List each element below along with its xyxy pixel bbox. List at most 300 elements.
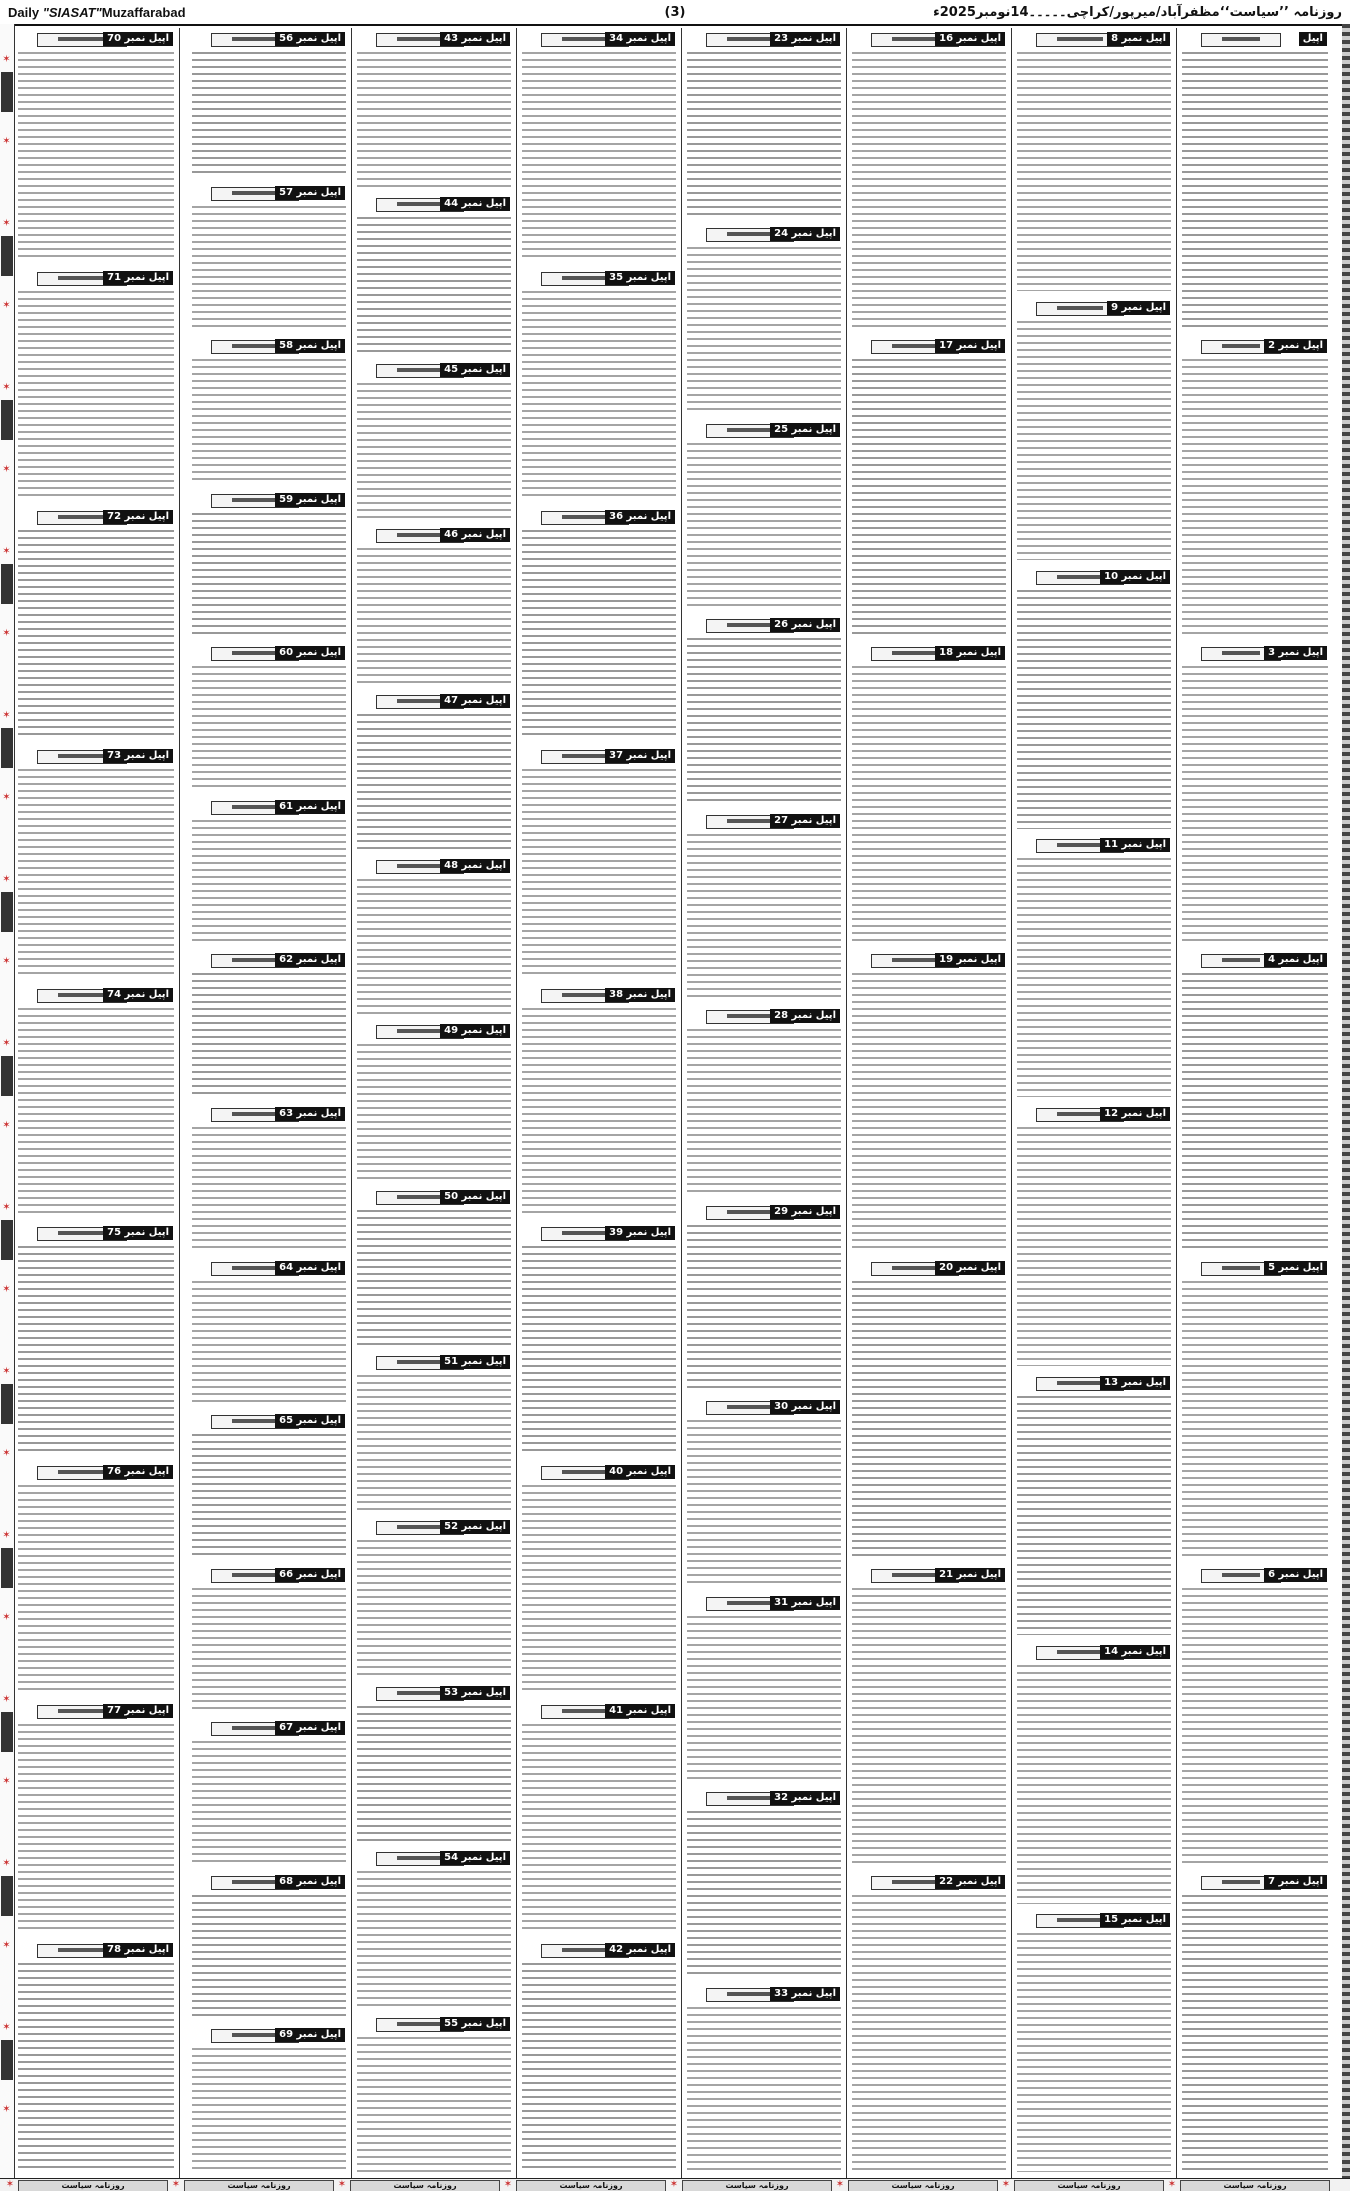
- notice-number: اپیل نمبر 30: [770, 1400, 840, 1414]
- masthead-word-mark: [1057, 37, 1103, 41]
- masthead-word-mark: [397, 1525, 443, 1529]
- notice-number: اپیل نمبر 29: [770, 1205, 840, 1219]
- notice-number: اپیل نمبر 69: [275, 2028, 345, 2042]
- masthead-word-mark: [232, 805, 278, 809]
- notice-body-text: [522, 530, 676, 739]
- notice-heading: [19, 271, 173, 287]
- masthead-word-mark: [1057, 1381, 1103, 1385]
- star-ornament-icon: ✶: [2, 546, 11, 557]
- notice-heading: [1018, 1645, 1170, 1661]
- border-band: [1, 728, 13, 768]
- notice-heading: [1018, 32, 1170, 48]
- masthead-word-mark: [1057, 1112, 1103, 1116]
- masthead-word-mark: [562, 276, 608, 280]
- notice-body-text: [18, 769, 174, 978]
- column-separator: [351, 28, 352, 2178]
- notice-number: اپیل نمبر 48: [440, 859, 510, 873]
- star-ornament-icon: ✶: [669, 2179, 679, 2190]
- notice-body-text: [687, 2007, 841, 2172]
- masthead-word-mark: [562, 515, 608, 519]
- notice-heading: [1183, 1568, 1327, 1584]
- notice-heading: [688, 1596, 840, 1612]
- notice-body-text: [192, 1127, 346, 1251]
- notice-body-text: [1182, 52, 1328, 329]
- notice-heading: [358, 859, 510, 875]
- notice-number: اپیل نمبر 56: [275, 32, 345, 46]
- notice-number: اپیل نمبر 62: [275, 953, 345, 967]
- notice-body-text: [357, 1871, 511, 2006]
- masthead-word-mark: [232, 2033, 278, 2037]
- border-band: [1, 1220, 13, 1260]
- masthead-word-mark: [727, 819, 773, 823]
- masthead-word-mark: [397, 1029, 443, 1033]
- notice-heading: [1018, 1376, 1170, 1392]
- notice-body-text: [522, 1246, 676, 1455]
- border-band: [1, 236, 13, 276]
- notice-body-text: [687, 638, 841, 803]
- masthead-word-mark: [1222, 1573, 1260, 1577]
- notice-number: اپیل نمبر 78: [103, 1943, 173, 1957]
- notice-heading: [193, 800, 345, 816]
- notice-body-text: [1182, 359, 1328, 636]
- masthead-word-mark: [727, 428, 773, 432]
- notice-number: اپیل نمبر 47: [440, 694, 510, 708]
- notice-heading: [19, 1465, 173, 1481]
- column-4: [685, 28, 843, 2178]
- footer-band: روزنامہ سیاست: [516, 2180, 666, 2191]
- notice-number: اپیل نمبر 38: [605, 988, 675, 1002]
- star-ornament-icon: ✶: [2, 1202, 11, 1213]
- notice-body-text: [18, 1485, 174, 1694]
- star-ornament-icon: ✶: [2, 1694, 11, 1705]
- notice-body-text: [192, 1588, 346, 1712]
- notice-body-text: [18, 1963, 174, 2172]
- masthead-word-mark: [892, 651, 938, 655]
- notice-heading: [19, 749, 173, 765]
- notice-number: اپیل نمبر 24: [770, 227, 840, 241]
- masthead-word-mark: [58, 1709, 106, 1713]
- notice-body-text: [687, 1420, 841, 1585]
- notice-body-text: [1017, 1665, 1171, 1904]
- notice-body-text: [192, 1434, 346, 1558]
- notice-number: اپیل نمبر 64: [275, 1261, 345, 1275]
- notice-number: اپیل نمبر 34: [605, 32, 675, 46]
- masthead-word-mark: [232, 958, 278, 962]
- border-band: [1, 892, 13, 932]
- star-ornament-icon: ✶: [503, 2179, 513, 2190]
- notice-number: اپیل نمبر 74: [103, 988, 173, 1002]
- notice-number: اپیل نمبر 33: [770, 1987, 840, 2001]
- notice-body-text: [687, 834, 841, 999]
- notice-heading: [853, 1261, 1005, 1277]
- right-border-strip: [1342, 24, 1350, 2184]
- star-ornament-icon: ✶: [1001, 2179, 1011, 2190]
- masthead-word-mark: [232, 1112, 278, 1116]
- star-ornament-icon: ✶: [2, 2022, 11, 2033]
- notice-body-text: [852, 973, 1006, 1250]
- notice-body-text: [687, 247, 841, 412]
- notice-number: اپیل نمبر 66: [275, 1568, 345, 1582]
- star-ornament-icon: ✶: [2, 1940, 11, 1951]
- notice-heading: [19, 1704, 173, 1720]
- notice-heading: [1018, 838, 1170, 854]
- notice-heading: [1018, 301, 1170, 317]
- notice-heading: [1183, 953, 1327, 969]
- notice-heading: [853, 32, 1005, 48]
- column-3: [850, 28, 1008, 2178]
- notice-number: اپیل نمبر 40: [605, 1465, 675, 1479]
- notice-body-text: [1017, 321, 1171, 560]
- notice-body-text: [687, 52, 841, 217]
- masthead-word-mark: [232, 651, 278, 655]
- star-ornament-icon: ✶: [2, 1284, 11, 1295]
- notice-body-text: [687, 1616, 841, 1781]
- notice-body-text: [852, 1895, 1006, 2172]
- notice-number: اپیل نمبر 42: [605, 1943, 675, 1957]
- notice-body-text: [522, 1724, 676, 1933]
- column-separator: [1176, 28, 1177, 2178]
- star-ornament-icon: ✶: [2, 1858, 11, 1869]
- notice-body-text: [522, 52, 676, 261]
- notice-heading: [19, 1943, 173, 1959]
- border-band: [1, 564, 13, 604]
- notice-heading: [193, 1568, 345, 1584]
- notice-number: اپیل نمبر 5: [1264, 1261, 1327, 1275]
- notice-heading: [853, 339, 1005, 355]
- notice-body-text: [18, 291, 174, 500]
- notice-number: اپیل نمبر 21: [935, 1568, 1005, 1582]
- notice-number: اپیل نمبر 27: [770, 814, 840, 828]
- masthead-word-mark: [1057, 843, 1103, 847]
- border-band: [1, 1384, 13, 1424]
- notice-number: اپیل نمبر 72: [103, 510, 173, 524]
- masthead-word-mark: [1057, 1918, 1103, 1922]
- column-separator: [516, 28, 517, 2178]
- masthead-word-mark: [397, 1195, 443, 1199]
- masthead-word-mark: [727, 1405, 773, 1409]
- masthead-word-mark: [58, 1470, 106, 1474]
- masthead-word-mark: [232, 191, 278, 195]
- footer-band: روزنامہ سیاست: [1014, 2180, 1164, 2191]
- notice-body-text: [1182, 973, 1328, 1250]
- border-band: [1, 1056, 13, 1096]
- notice-heading: [853, 646, 1005, 662]
- notice-number: اپیل نمبر 52: [440, 1520, 510, 1534]
- masthead-word-mark: [892, 1880, 938, 1884]
- notice-heading: [688, 1009, 840, 1025]
- notice-heading: [193, 646, 345, 662]
- border-band: [1, 1876, 13, 1916]
- notice-heading: [688, 227, 840, 243]
- masthead-word-mark: [562, 1231, 608, 1235]
- notice-body-text: [192, 513, 346, 637]
- notice-heading: [358, 1686, 510, 1702]
- notice-number: اپیل نمبر 15: [1100, 1913, 1170, 1927]
- star-ornament-icon: ✶: [2, 300, 11, 311]
- star-ornament-icon: ✶: [2, 792, 11, 803]
- notice-heading: [193, 32, 345, 48]
- masthead-word-mark: [58, 37, 106, 41]
- notice-heading: [1183, 32, 1327, 48]
- masthead-word-mark: [562, 754, 608, 758]
- notice-heading: [193, 2028, 345, 2044]
- notice-heading: [1183, 339, 1327, 355]
- notice-number: اپیل نمبر 59: [275, 493, 345, 507]
- notice-body-text: [852, 1281, 1006, 1558]
- masthead-word-mark: [727, 1601, 773, 1605]
- star-ornament-icon: ✶: [835, 2179, 845, 2190]
- masthead-word-mark: [58, 993, 106, 997]
- notice-number: اپیل نمبر 10: [1100, 570, 1170, 584]
- masthead-word-mark: [562, 1470, 608, 1474]
- notice-body-text: [687, 1811, 841, 1976]
- notice-heading: [358, 1851, 510, 1867]
- notice-number: اپیل نمبر 6: [1264, 1568, 1327, 1582]
- notice-heading: [1018, 1913, 1170, 1929]
- notice-title-box: [1201, 33, 1281, 47]
- notice-body-text: [192, 2048, 346, 2172]
- notice-body-text: [18, 52, 174, 261]
- notice-body-text: [357, 714, 511, 849]
- notice-number: اپیل نمبر 70: [103, 32, 173, 46]
- border-band: [1, 1712, 13, 1752]
- notice-number: اپیل نمبر 32: [770, 1791, 840, 1805]
- notice-body-text: [522, 769, 676, 978]
- notice-body-text: [1182, 1281, 1328, 1558]
- notice-heading: [358, 363, 510, 379]
- notice-number: اپیل نمبر 22: [935, 1875, 1005, 1889]
- notice-body-text: [357, 1540, 511, 1675]
- notice-heading: [523, 510, 675, 526]
- notice-number: اپیل نمبر 44: [440, 197, 510, 211]
- notice-number: اپیل نمبر 4: [1264, 953, 1327, 967]
- masthead-word-mark: [397, 37, 443, 41]
- notice-body-text: [18, 1246, 174, 1455]
- notice-number: اپیل نمبر 9: [1107, 301, 1170, 315]
- masthead-word-mark: [58, 754, 106, 758]
- masthead-word-mark: [562, 37, 608, 41]
- star-ornament-icon: ✶: [2, 382, 11, 393]
- masthead-word-mark: [58, 276, 106, 280]
- border-band: [1, 2040, 13, 2080]
- notice-heading: [193, 953, 345, 969]
- masthead-word-mark: [892, 958, 938, 962]
- notice-body-text: [192, 1895, 346, 2019]
- notice-number: اپیل نمبر 16: [935, 32, 1005, 46]
- notice-body-text: [1017, 52, 1171, 291]
- notice-heading: [523, 988, 675, 1004]
- notice-heading: [853, 953, 1005, 969]
- masthead-word-mark: [727, 1796, 773, 1800]
- notice-body-text: [1182, 1895, 1328, 2172]
- notice-body-text: [18, 1008, 174, 1217]
- masthead-word-mark: [58, 1948, 106, 1952]
- notice-number: اپیل نمبر 45: [440, 363, 510, 377]
- notice-heading: [193, 1875, 345, 1891]
- notice-number: اپیل نمبر 11: [1100, 838, 1170, 852]
- notice-heading: [853, 1568, 1005, 1584]
- masthead-word-mark: [1222, 37, 1260, 41]
- notice-number: اپیل نمبر 55: [440, 2017, 510, 2031]
- notice-heading: [358, 32, 510, 48]
- notice-heading: [358, 528, 510, 544]
- footer-band: روزنامہ سیاست: [18, 2180, 168, 2191]
- masthead-word-mark: [1057, 575, 1103, 579]
- masthead-word-mark: [727, 1992, 773, 1996]
- notice-body-text: [357, 2037, 511, 2172]
- notice-heading: [1018, 570, 1170, 586]
- masthead-word-mark: [58, 515, 106, 519]
- notice-number: اپیل نمبر 20: [935, 1261, 1005, 1275]
- masthead-word-mark: [562, 1948, 608, 1952]
- notice-body-text: [1182, 666, 1328, 943]
- notice-number: اپیل نمبر 8: [1107, 32, 1170, 46]
- masthead-word-mark: [1222, 1266, 1260, 1270]
- notice-number: اپیل نمبر 57: [275, 186, 345, 200]
- notice-number: اپیل نمبر 75: [103, 1226, 173, 1240]
- notice-heading: [358, 197, 510, 213]
- notice-body-text: [357, 1210, 511, 1345]
- left-border-strip: [0, 24, 15, 2179]
- notice-heading: [193, 339, 345, 355]
- masthead-word-mark: [232, 1419, 278, 1423]
- notice-heading: [19, 988, 173, 1004]
- notice-number: اپیل نمبر 14: [1100, 1645, 1170, 1659]
- notice-body-text: [357, 1706, 511, 1841]
- column-separator: [1011, 28, 1012, 2178]
- border-band: [1, 400, 13, 440]
- notice-body-text: [522, 1008, 676, 1217]
- notice-heading: [853, 1875, 1005, 1891]
- notice-heading: [523, 1465, 675, 1481]
- star-ornament-icon: ✶: [5, 2179, 15, 2190]
- page-header: [8, 4, 1342, 26]
- notice-number: اپیل نمبر 65: [275, 1414, 345, 1428]
- notice-heading: [193, 493, 345, 509]
- notice-number: اپیل نمبر 12: [1100, 1107, 1170, 1121]
- notice-body-text: [357, 217, 511, 352]
- notice-heading: [688, 1987, 840, 2003]
- notice-heading: [358, 1024, 510, 1040]
- masthead-word-mark: [232, 37, 278, 41]
- masthead-word-mark: [232, 1880, 278, 1884]
- notice-number: اپیل نمبر 67: [275, 1721, 345, 1735]
- masthead-word-mark: [1222, 958, 1260, 962]
- masthead-word-mark: [397, 699, 443, 703]
- notice-number: اپیل: [1299, 32, 1327, 46]
- notice-body-text: [852, 666, 1006, 943]
- border-band: [1, 72, 13, 112]
- masthead-word-mark: [892, 344, 938, 348]
- masthead-word-mark: [58, 1231, 106, 1235]
- notice-heading: [1183, 1261, 1327, 1277]
- notice-heading: [358, 1520, 510, 1536]
- footer-band: روزنامہ سیاست: [682, 2180, 832, 2191]
- notice-body-text: [852, 359, 1006, 636]
- notice-number: اپیل نمبر 17: [935, 339, 1005, 353]
- notice-body-text: [192, 52, 346, 176]
- star-ornament-icon: ✶: [2, 1612, 11, 1623]
- notice-number: اپیل نمبر 50: [440, 1190, 510, 1204]
- notice-number: اپیل نمبر 54: [440, 1851, 510, 1865]
- notice-body-text: [192, 666, 346, 790]
- notice-number: اپیل نمبر 51: [440, 1355, 510, 1369]
- notice-number: اپیل نمبر 77: [103, 1704, 173, 1718]
- masthead-city: Muzaffarabad: [101, 5, 186, 20]
- star-ornament-icon: ✶: [2, 464, 11, 475]
- column-separator: [179, 28, 180, 2178]
- notice-heading: [523, 1226, 675, 1242]
- notice-body-text: [1017, 858, 1171, 1097]
- notice-body-text: [192, 1741, 346, 1865]
- notice-heading: [688, 1205, 840, 1221]
- column-2: [1015, 28, 1173, 2178]
- notice-body-text: [687, 1225, 841, 1390]
- masthead-word-mark: [397, 1856, 443, 1860]
- star-ornament-icon: ✶: [2, 218, 11, 229]
- notice-body-text: [1017, 590, 1171, 829]
- notice-body-text: [1182, 1588, 1328, 1865]
- notice-heading: [193, 186, 345, 202]
- notice-number: اپیل نمبر 7: [1264, 1875, 1327, 1889]
- notice-heading: [358, 2017, 510, 2033]
- notice-number: اپیل نمبر 63: [275, 1107, 345, 1121]
- notice-number: اپیل نمبر 35: [605, 271, 675, 285]
- masthead-word-mark: [232, 344, 278, 348]
- masthead-word-mark: [397, 2022, 443, 2026]
- masthead-word-mark: [1222, 1880, 1260, 1884]
- notice-heading: [19, 32, 173, 48]
- notice-body-text: [852, 1588, 1006, 1865]
- notice-body-text: [18, 1724, 174, 1933]
- notice-heading: [523, 271, 675, 287]
- star-ornament-icon: ✶: [2, 874, 11, 885]
- masthead-word-mark: [232, 1266, 278, 1270]
- notice-number: اپیل نمبر 36: [605, 510, 675, 524]
- notice-number: اپیل نمبر 3: [1264, 646, 1327, 660]
- column-6: [355, 28, 513, 2178]
- star-ornament-icon: ✶: [337, 2179, 347, 2190]
- notice-body-text: [357, 1375, 511, 1510]
- masthead-word-mark: [232, 1573, 278, 1577]
- notice-body-text: [687, 1029, 841, 1194]
- notice-number: اپیل نمبر 68: [275, 1875, 345, 1889]
- star-ornament-icon: ✶: [2, 2104, 11, 2115]
- notice-body-text: [357, 1044, 511, 1179]
- notice-number: اپیل نمبر 18: [935, 646, 1005, 660]
- masthead-word-mark: [397, 533, 443, 537]
- notice-heading: [523, 1704, 675, 1720]
- notice-body-text: [192, 359, 346, 483]
- footer-band: روزنامہ سیاست: [350, 2180, 500, 2191]
- notice-body-text: [192, 206, 346, 330]
- notice-body-text: [1017, 1396, 1171, 1635]
- notice-number: اپیل نمبر 71: [103, 271, 173, 285]
- notice-body-text: [852, 52, 1006, 329]
- masthead-word-mark: [1057, 1650, 1103, 1654]
- notice-number: اپیل نمبر 31: [770, 1596, 840, 1610]
- masthead-word-mark: [397, 1691, 443, 1695]
- masthead-word-mark: [397, 202, 443, 206]
- notice-heading: [523, 32, 675, 48]
- notice-body-text: [18, 530, 174, 739]
- notice-number: اپیل نمبر 73: [103, 749, 173, 763]
- footer-band: روزنامہ سیاست: [184, 2180, 334, 2191]
- footer-band: روزنامہ سیاست: [1180, 2180, 1330, 2191]
- notice-body-text: [357, 52, 511, 187]
- page-number: (3): [664, 5, 686, 20]
- star-ornament-icon: ✶: [2, 628, 11, 639]
